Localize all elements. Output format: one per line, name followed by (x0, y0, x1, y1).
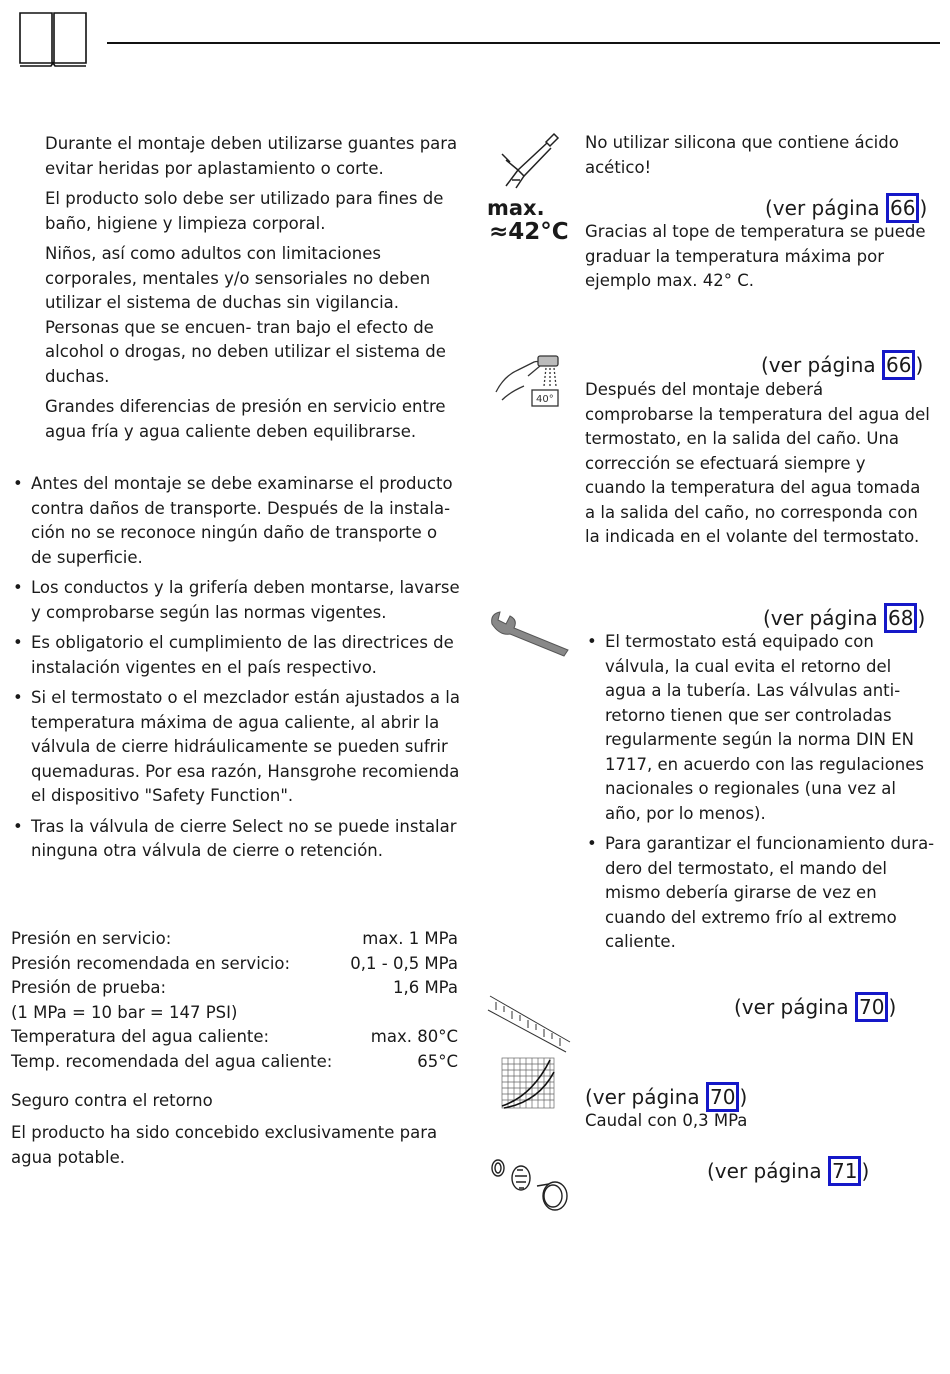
max-label: max. (487, 196, 545, 220)
safety-notes (45, 132, 470, 450)
list-item: • Es obligatorio el cumplimiento de las directrices de instalación vigentes en el país respectivo. (11, 631, 461, 680)
thermometer-hand-icon (494, 352, 564, 410)
wrench-icon (488, 606, 572, 658)
spec-row (11, 1001, 458, 1026)
page-link-70[interactable]: 70 (855, 992, 888, 1022)
flow-caption: Caudal con 0,3 MPa (585, 1111, 748, 1130)
potable-water-note: El producto ha sido concebido exclusivamente para agua potable. (11, 1123, 438, 1167)
spec-label: Temperatura del agua caliente: (11, 1027, 270, 1046)
safety-paragraph: Grandes diferencias de presión en servicio entre agua fría y agua caliente deben equilibrarse. (45, 397, 446, 441)
max-value: ≈42°C (489, 219, 569, 245)
page-reference (707, 1156, 869, 1186)
safety-paragraph: Durante el montaje deben utilizarse guantes para evitar heridas por aplastamiento o corte. (45, 134, 458, 178)
page-reference (734, 992, 896, 1022)
spec-value: max. 80°C (370, 1027, 458, 1046)
list-item: • El termostato está equipado con válvula, la cual evita el retorno del agua a la tubería. Las válvulas anti-retorno tienen que ser controladas regularmente según la norma DIN EN 1717, en acuerdo con las regulaciones nacionales o regionales (una vez al año, por lo menos). (585, 630, 935, 826)
ref-suffix: ) (861, 1159, 870, 1183)
silicone-note: No utilizar silicona que contiene ácido acético! (585, 133, 899, 177)
page-link-68[interactable]: 68 (884, 603, 917, 633)
spec-row (11, 927, 458, 952)
list-item: • Para garantizar el funcionamiento dura- dero del termostato, el mando del mismo debería girarse de vez en cuando del extremo frío al extremo caliente. (585, 832, 935, 955)
list-item: • Tras la válvula de cierre Select no se puede instalar ninguna otra válvula de cierre o retención. (11, 815, 461, 864)
ref-suffix: ) (739, 1085, 748, 1109)
list-item: • Los conductos y la grifería deben montarse, lavarse y comprobarse según las normas vigentes. (11, 576, 461, 625)
safety-paragraph: El producto solo debe ser utilizado para fines de baño, higiene y limpieza corporal. (45, 189, 444, 233)
spec-label: (1 MPa = 10 bar = 147 PSI) (11, 1002, 238, 1022)
page-reference (585, 1082, 747, 1112)
spare-parts-icon (489, 1156, 573, 1212)
ref-prefix: (ver página (734, 995, 856, 1019)
ref-prefix: (ver página (585, 1085, 707, 1109)
spec-row (11, 1050, 458, 1075)
spec-value: 65°C (417, 1051, 458, 1071)
thermostat-check-text: Después del montaje deberá comprobarse la temperatura del agua del termostato, en la salida del caño. Una corrección se efectuará siempre y cuando la temperatura del agua tomada a la salida del caño, no corresponda con la indicada en el volante del termostato. (585, 380, 930, 546)
list-item: • Si el termostato o el mezclador están ajustados a la temperatura máxima de agua caliente, al abrir la válvula de cierre hidráulicamente se pueden sufrir quemaduras. Por esa razón, Hansgrohe recomienda el dispositivo "Safety Function". (11, 686, 461, 809)
spec-value: 0,1 - 0,5 MPa (350, 953, 458, 973)
page-link-66[interactable]: 66 (882, 350, 915, 380)
spec-value: max. 1 MPa (362, 929, 458, 948)
temp-stop-text: Gracias al tope de temperatura se puede graduar la temperatura máxima por ejemplo max. 42° C. (585, 222, 926, 290)
backflow-label: Seguro contra el retorno (11, 1091, 213, 1110)
spec-value: 1,6 MPa (392, 978, 458, 997)
ref-suffix: ) (888, 995, 897, 1019)
page-link-66[interactable]: 66 (886, 193, 919, 223)
spec-row (11, 976, 458, 1001)
flow-diagram-icon (486, 992, 572, 1114)
silicone-gun-icon (498, 130, 560, 190)
spec-row (11, 952, 458, 977)
ref-prefix: (ver página (707, 1159, 829, 1183)
safety-paragraph: Niños, así como adultos con limitaciones corporales, mentales y/o sensoriales no deben utilizar el sistema de duchas sin vigilancia. Personas que se encuen- tran bajo el efecto de alcohol o drogas, no deben utilizar el sistema de duchas. (45, 244, 446, 386)
page-reference (765, 193, 927, 223)
page-link-71[interactable]: 71 (828, 1156, 861, 1186)
spec-row (11, 1025, 458, 1050)
ref-prefix: (ver página (765, 196, 887, 220)
spec-label: Temp. recomendada del agua caliente: (11, 1051, 333, 1071)
list-item: • Antes del montaje se debe examinarse el producto contra daños de transporte. Después de la instala- ción no se reconoce ningún daño de transporte o de superficie. (11, 472, 461, 570)
max-temp-symbol (487, 197, 577, 245)
thermometer-display: 40° (536, 394, 554, 405)
spec-label: Presión recomendada en servicio: (11, 953, 291, 973)
page-reference (761, 350, 923, 380)
ref-prefix: (ver página (761, 353, 883, 377)
ref-suffix: ) (917, 606, 926, 630)
book-icon (18, 10, 88, 68)
installation-list (11, 472, 461, 870)
page-link-70[interactable]: 70 (706, 1082, 739, 1112)
maintenance-list (585, 630, 935, 961)
ref-suffix: ) (915, 353, 924, 377)
spec-label: Presión de prueba: (11, 978, 167, 997)
header-rule (107, 42, 940, 44)
specs-table (11, 927, 458, 1074)
spec-label: Presión en servicio: (11, 929, 172, 948)
ref-prefix: (ver página (763, 606, 885, 630)
ref-suffix: ) (919, 196, 928, 220)
page-reference (763, 603, 925, 633)
